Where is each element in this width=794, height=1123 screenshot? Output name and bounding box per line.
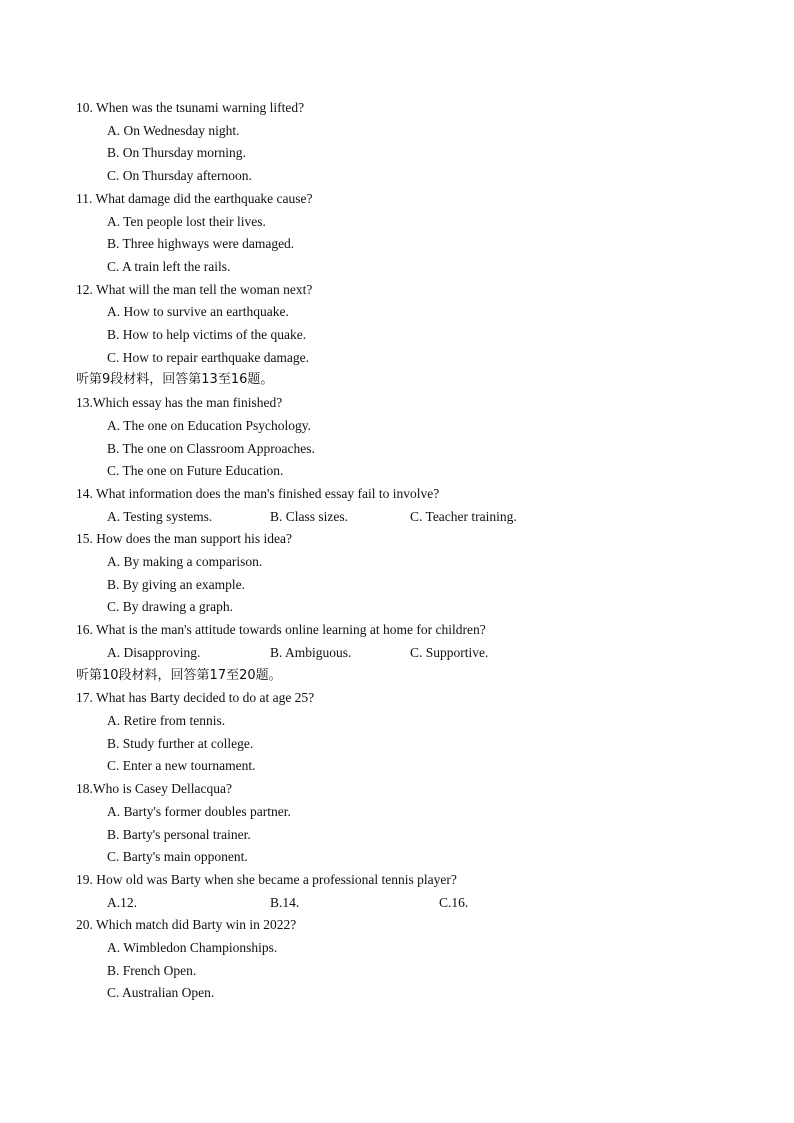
option-b: B. Ambiguous. <box>270 644 352 660</box>
option-a: A. The one on Education Psychology. <box>107 417 311 433</box>
option-a: A. By making a comparison. <box>107 554 263 570</box>
option-c: C. Teacher training. <box>410 508 517 524</box>
option-c: C. The one on Future Education. <box>107 463 284 479</box>
options-row <box>76 892 756 915</box>
question-stem: 20. Which match did Barty win in 2022? <box>76 917 297 933</box>
option-b: B. How to help victims of the quake. <box>107 327 307 343</box>
option-b: B. Barty's personal trainer. <box>107 826 251 842</box>
section-heading-10: 听第10段材料，回答第17至20题。 <box>76 667 282 683</box>
options-row <box>76 506 756 529</box>
option-b: B.14. <box>270 894 300 910</box>
option-a: A. Retire from tennis. <box>107 712 226 728</box>
question-20 <box>76 914 756 1005</box>
option-b: B. The one on Classroom Approaches. <box>107 440 315 456</box>
question-stem: 19. How old was Barty when she became a professional tennis player? <box>76 871 457 887</box>
question-19 <box>76 869 756 914</box>
question-13 <box>76 392 756 483</box>
question-stem: 17. What has Barty decided to do at age 25? <box>76 690 315 706</box>
option-a: A. On Wednesday night. <box>107 122 240 138</box>
question-stem: 15. How does the man support his idea? <box>76 531 292 547</box>
question-16 <box>76 619 756 664</box>
option-b: B. On Thursday morning. <box>107 145 246 161</box>
question-stem: 13.Which essay has the man finished? <box>76 395 283 411</box>
option-a: A.12. <box>107 894 137 910</box>
option-a: A. Wimbledon Championships. <box>107 940 278 956</box>
option-c: C.16. <box>439 894 469 910</box>
question-stem: 18.Who is Casey Dellacqua? <box>76 781 232 797</box>
question-stem: 12. What will the man tell the woman next? <box>76 281 313 297</box>
option-c: C. Barty's main opponent. <box>107 849 248 865</box>
option-a: A. Barty's former doubles partner. <box>107 803 291 819</box>
option-a: A. Disapproving. <box>107 644 201 660</box>
options-row <box>76 642 756 665</box>
option-b: B. Three highways were damaged. <box>107 236 295 252</box>
question-11 <box>76 188 756 279</box>
option-c: C. Supportive. <box>410 644 489 660</box>
question-stem: 16. What is the man's attitude towards online learning at home for children? <box>76 622 486 638</box>
option-c: C. A train left the rails. <box>107 258 231 274</box>
option-c: C. On Thursday afternoon. <box>107 168 252 184</box>
question-stem: 10. When was the tsunami warning lifted? <box>76 100 305 115</box>
question-stem: 14. What information does the man's finished essay fail to involve? <box>76 485 440 501</box>
question-17 <box>76 687 756 778</box>
option-b: B. Study further at college. <box>107 735 254 751</box>
question-15 <box>76 528 756 619</box>
question-10 <box>76 97 756 188</box>
option-c: C. How to repair earthquake damage. <box>107 349 310 365</box>
question-stem: 11. What damage did the earthquake cause? <box>76 190 313 206</box>
option-c: C. Enter a new tournament. <box>107 758 256 774</box>
option-c: C. Australian Open. <box>107 985 215 1001</box>
section-heading-9: 听第9段材料，回答第13至16题。 <box>76 372 274 388</box>
option-a: A. How to survive an earthquake. <box>107 304 289 320</box>
question-18 <box>76 778 756 869</box>
option-b: B. Class sizes. <box>270 508 349 524</box>
question-14 <box>76 483 756 528</box>
option-a: A. Testing systems. <box>107 508 213 524</box>
question-12 <box>76 279 756 370</box>
option-a: A. Ten people lost their lives. <box>107 213 266 229</box>
option-c: C. By drawing a graph. <box>107 599 233 615</box>
option-b: B. By giving an example. <box>107 576 245 592</box>
exam-page <box>76 97 756 1005</box>
option-b: B. French Open. <box>107 962 197 978</box>
